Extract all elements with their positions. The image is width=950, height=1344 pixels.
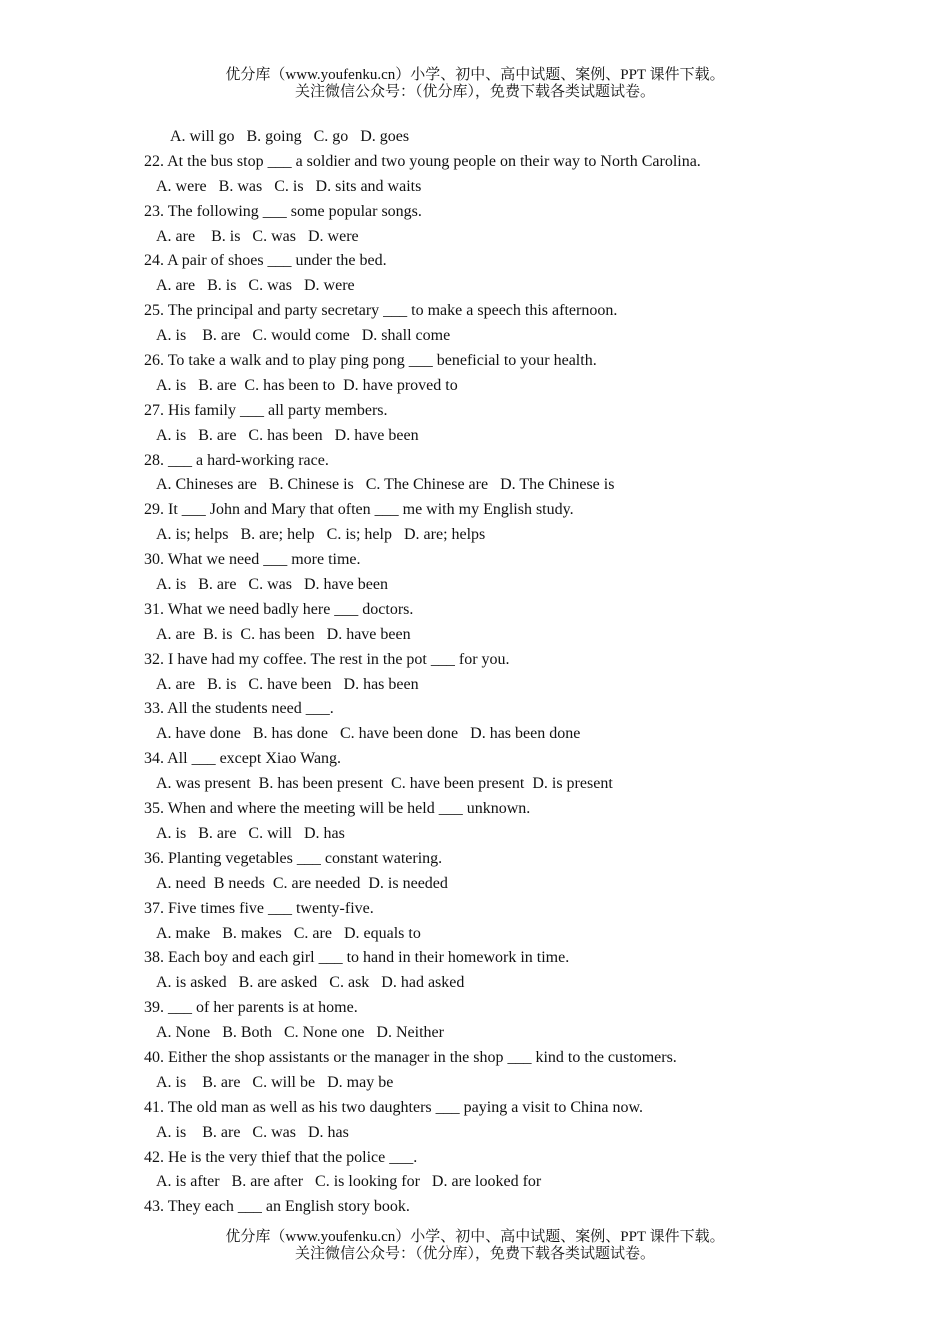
question-text: 23. The following ___ some popular songs. [144, 202, 422, 220]
header-line-1: 优分库（www.youfenku.cn）小学、初中、高中试题、案例、PPT 课件下载。 [225, 67, 725, 83]
answer-options: A. is B. are C. would come D. shall come [156, 327, 451, 345]
answer-options: A. need B needs C. are needed D. is needed [156, 874, 448, 892]
answer-options: A. have done B. has done C. have been done D. has been done [156, 725, 581, 743]
answer-options: A. is B. are C. has been to D. have proved to [156, 376, 458, 394]
answer-options: A. will go B. going C. go D. goes [170, 128, 410, 145]
answer-options: A. are B. is C. was D. were [156, 277, 355, 295]
question-text: 39. ___ of her parents is at home. [144, 999, 358, 1017]
question-text: 34. All ___ except Xiao Wang. [144, 750, 342, 768]
answer-options: A. is B. are C. will D. has [156, 824, 345, 842]
answer-options: A. are B. is C. was D. were [156, 227, 359, 245]
answer-options: A. was present B. has been present C. have been present D. is present [156, 775, 613, 793]
answer-options: A. make B. makes C. are D. equals to [156, 924, 421, 942]
answer-options: A. Chineses are B. Chinese is C. The Chinese are D. The Chinese is [156, 476, 615, 494]
question-text: 29. It ___ John and Mary that often ___ me with my English study. [144, 501, 574, 519]
question-text: 32. I have had my coffee. The rest in the pot ___ for you. [144, 650, 510, 668]
page-footer [0, 1229, 950, 1263]
question-text: 37. Five times five ___ twenty-five. [144, 899, 374, 917]
answer-options: A. are B. is C. has been D. have been [156, 625, 411, 643]
answer-options: A. None B. Both C. None one D. Neither [156, 1024, 444, 1042]
question-text: 27. His family ___ all party members. [144, 401, 388, 419]
question-text: 28. ___ a hard-working race. [144, 451, 329, 469]
answer-options: A. is after B. are after C. is looking for D. are looked for [156, 1173, 542, 1191]
footer-line-1: 优分库（www.youfenku.cn）小学、初中、高中试题、案例、PPT 课件下载。 [225, 1229, 725, 1245]
question-list [144, 125, 864, 1220]
page-header [0, 67, 950, 101]
question-text: 25. The principal and party secretary ___ to make a speech this afternoon. [144, 302, 618, 320]
question-text: 24. A pair of shoes ___ under the bed. [144, 252, 387, 270]
question-text: 41. The old man as well as his two daughters ___ paying a visit to China now. [144, 1098, 644, 1116]
question-text: 40. Either the shop assistants or the manager in the shop ___ kind to the customers. [144, 1048, 677, 1066]
question-text: 43. They each ___ an English story book. [144, 1198, 410, 1216]
answer-options: A. is B. are C. was D. have been [156, 576, 388, 594]
question-text: 30. What we need ___ more time. [144, 551, 361, 569]
question-text: 35. When and where the meeting will be held ___ unknown. [144, 800, 531, 818]
header-line-2: 关注微信公众号：（优分库），免费下载各类试题试卷。 [294, 84, 655, 100]
question-text: 42. He is the very thief that the police ___. [144, 1148, 418, 1166]
question-text: 26. To take a walk and to play ping pong ___ beneficial to your health. [144, 352, 597, 370]
question-text: 38. Each boy and each girl ___ to hand in their homework in time. [144, 949, 570, 967]
question-text: 31. What we need badly here ___ doctors. [144, 600, 414, 618]
answer-options: A. is; helps B. are; help C. is; help D. are; helps [156, 526, 486, 544]
answer-options: A. were B. was C. is D. sits and waits [156, 177, 422, 195]
question-text: 33. All the students need ___. [144, 700, 334, 718]
answer-options: A. are B. is C. have been D. has been [156, 675, 419, 693]
question-text: 22. At the bus stop ___ a soldier and two young people on their way to North Carolina. [144, 152, 701, 170]
answer-options: A. is B. are C. has been D. have been [156, 426, 419, 444]
question-text: 36. Planting vegetables ___ constant watering. [144, 849, 443, 867]
answer-options: A. is B. are C. will be D. may be [156, 1073, 394, 1091]
answer-options: A. is asked B. are asked C. ask D. had asked [156, 974, 465, 992]
footer-line-2: 关注微信公众号：（优分库），免费下载各类试题试卷。 [294, 1246, 655, 1262]
answer-options: A. is B. are C. was D. has [156, 1123, 349, 1141]
